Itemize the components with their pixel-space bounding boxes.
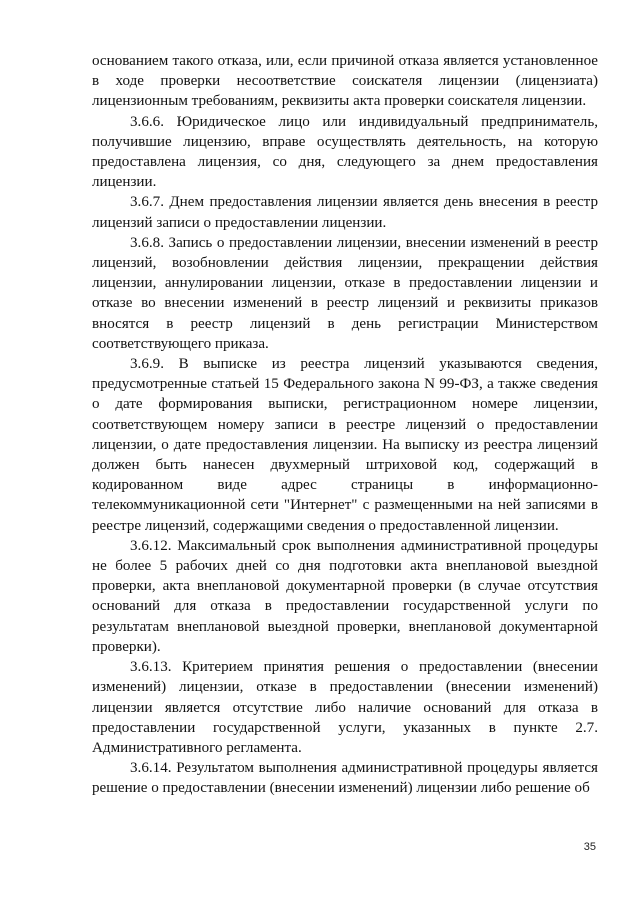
paragraph-continuation: основанием такого отказа, или, если причиной отказа является установленное в ходе проверки несоответствие соискателя лицензии (лицензиата) лицензионным требованиям, реквизиты акта проверки соискателя лицензии. (92, 53, 598, 110)
paragraph-3-6-9: 3.6.9. В выписке из реестра лицензий указываются сведения, предусмотренные статьей 15 Федерального закона N 99-ФЗ, а также сведения о дате формирования выписки, регистрационном номере лицензии, соответствующем номеру записи в реестре лицензий о предоставлении лицензии, о дате предоставления лицензии. На выписку из реестра лицензий должен быть нанесен двухмерный штриховой код, содержащий в кодированном виде адрес страницы в информационно-телекоммуникационной сети "Интернет" с размещенными на ней записями в реестре лицензий, содержащими сведения о предоставленной лицензии. (92, 356, 598, 534)
paragraph-3-6-13: 3.6.13. Критерием принятия решения о предоставлении (внесении изменений) лицензии, отказе в предоставлении (внесении изменений) лицензии является отсутствие либо наличие оснований для отказа в предоставлении государственной услуги, указанных в пункте 2.7. Административного регламента. (92, 659, 598, 756)
paragraph-3-6-14: 3.6.14. Результатом выполнения административной процедуры является решение о предоставлении (внесении изменений) лицензии либо решение об (92, 760, 598, 797)
paragraph-3-6-7: 3.6.7. Днем предоставления лицензии является день внесения в реестр лицензий записи о предоставлении лицензии. (92, 194, 598, 231)
page-number: 35 (583, 841, 596, 853)
document-body (92, 51, 598, 799)
paragraph-3-6-12: 3.6.12. Максимальный срок выполнения административной процедуры не более 5 рабочих дней со дня подготовки акта внеплановой выездной проверки, акта внеплановой документарной проверки (в случае отсутствия оснований для отказа в предоставлении государственной услуги по результатам внеплановой выездной проверки, внеплановой документарной проверки). (92, 537, 598, 655)
paragraph-3-6-6: 3.6.6. Юридическое лицо или индивидуальный предприниматель, получившие лицензию, вправе осуществлять деятельность, на которую предоставлена лицензия, со дня, следующего за днем предоставления лицензии. (92, 113, 598, 191)
paragraph-3-6-8: 3.6.8. Запись о предоставлении лицензии, внесении изменений в реестр лицензий, возобновлении действия лицензии, прекращении действия лицензии, аннулировании лицензии, отказе в предоставлении лицензии и отказе во внесении изменений в реестр лицензий и реквизиты приказов вносятся в реестр лицензий в день регистрации Министерством соответствующего приказа. (92, 234, 598, 352)
